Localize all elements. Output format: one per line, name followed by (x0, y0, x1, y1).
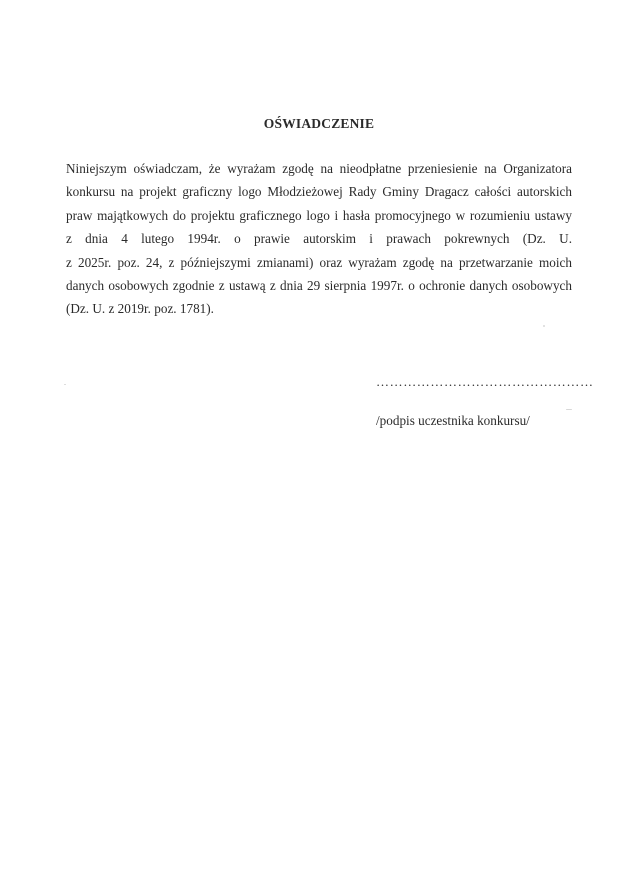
scan-speck (566, 409, 572, 410)
document-title: OŚWIADCZENIE (263, 116, 375, 131)
paragraph-line: danych osobowych zgodnie z ustawą z dnia 29 sierpnia 1997r. o ochronie danych osobowych (66, 277, 572, 293)
paragraph-line: konkursu na projekt graficzny logo Młodzieżowej Rady Gminy Dragacz całości autorskich (66, 184, 572, 200)
scan-speck (64, 384, 66, 385)
paragraph-line: (Dz. U. z 2019r. poz. 1781). (66, 301, 214, 317)
scan-speck (543, 325, 545, 327)
signature-line: ………………………………………… (376, 374, 594, 389)
paragraph-line: z dnia 4 lutego 1994r. o prawie autorskim i prawach pokrewnych (Dz. U. (66, 231, 572, 247)
paragraph-line: Niniejszym oświadczam, że wyrażam zgodę na nieodpłatne przeniesienie na Organizatora (66, 161, 572, 176)
declaration-paragraph (66, 157, 572, 321)
paragraph-line: praw majątkowych do projektu graficznego logo i hasła promocyjnego w rozumieniu ustawy (66, 207, 572, 223)
paragraph-line: z 2025r. poz. 24, z późniejszymi zmianami) oraz wyrażam zgodę na przetwarzanie moich (66, 254, 572, 270)
signature-label: /podpis uczestnika konkursu/ (376, 413, 530, 428)
